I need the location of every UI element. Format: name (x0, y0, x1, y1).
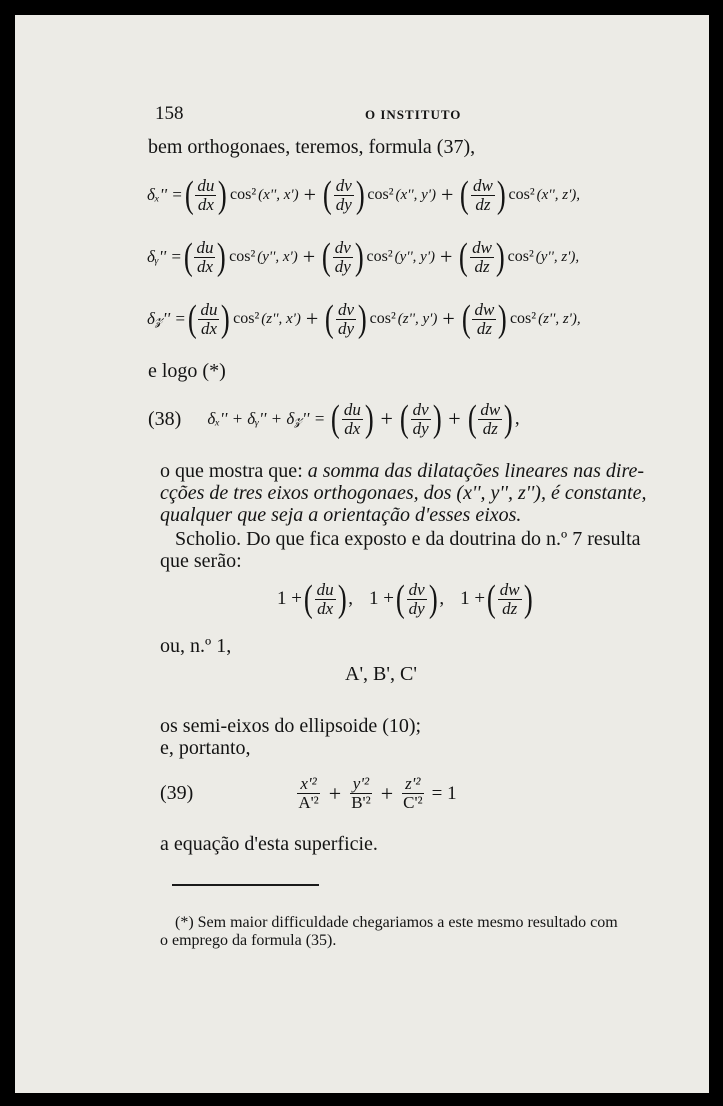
fraction: $\frac{\text{z'²}}{\text{C'²}}$ (403, 774, 423, 812)
running-title: O INSTITUTO (365, 107, 462, 122)
scholio-line: que serão: (160, 550, 242, 572)
equation-row-2: δᵧ'' = ( $\frac{du}{dx}$ ) cos² (y'', x') + ( $\frac{dv}{dy}$ ) cos² (y'', y') + ( $\frac{dw}{dz}$ ) cos² (y'', z'), (147, 236, 580, 278)
equation-number: (39) (160, 782, 194, 804)
fraction: $\frac{du}{dx}$ (197, 175, 215, 214)
equation-row-1: δₓ'' = ( $\frac{du}{dx}$ ) cos² (x'', x') + ( $\frac{dv}{dy}$ ) cos² (x'', y') + ( $\frac{dw}{dz}$ ) cos² (x'', z'), (147, 174, 581, 216)
equation-number: (38) (148, 407, 182, 430)
fraction: $\frac{dv}{dy}$ (337, 299, 354, 338)
scholio-line: Scholio. Do que fica exposto e da doutrina do n.º 7 resulta (175, 528, 641, 550)
semi-axes-line: os semi-eixos do ellipsoide (10); (160, 715, 422, 737)
fraction: $\frac{dw}{dz}$ (472, 237, 492, 276)
fraction: $\frac{du}{dx}$ (200, 299, 218, 338)
eq-lhs: δₓ'' = (147, 185, 183, 204)
fraction: $\frac{\text{y'²}}{\text{B'²}}$ (351, 774, 371, 812)
fraction: $\frac{dw}{dz}$ (480, 399, 501, 438)
equation-39: (39) x'² A'² + $\frac{\text{y'²}}{\text{B'²}}$ + $\frac{\text{z'²}}{\text{C'²}}$ = 1 (160, 774, 457, 812)
eq-lhs: δᵧ'' = (147, 247, 182, 266)
e-logo: e logo (*) (148, 360, 226, 382)
fraction: x'² A'² (298, 774, 319, 812)
paragraph-line: cções de tres eixos orthogonaes, dos (x'', y'', z''), é constante, (160, 482, 647, 504)
fraction: $\frac{dv}{dy}$ (408, 579, 425, 618)
ou-line: ou, n.º 1, (160, 635, 232, 657)
footnote-line: o emprego da formula (35). (160, 932, 337, 949)
abc-line: A', B', C' (345, 663, 417, 685)
footnote-rule (172, 884, 319, 886)
page (15, 15, 709, 1093)
fraction: $\frac{dw}{dz}$ (499, 579, 520, 618)
fraction: $\frac{dv}{dy}$ (335, 175, 352, 214)
eq-lhs: δ𝓏'' = (147, 309, 186, 328)
fraction: $\frac{du}{dx}$ (343, 399, 361, 438)
page-header (155, 103, 645, 127)
semi-axes-expression: 1 + ( $\frac{du}{dx}$ ) , 1 + ( $\frac{dv}{dy}$ ) , 1 + ( $\frac{dw}{dz}$ ) (277, 578, 533, 620)
portanto-line: e, portanto, (160, 737, 251, 759)
footnote-line: (*) Sem maior difficuldade chegariamos a este mesmo resultado com (175, 914, 618, 931)
fraction: $\frac{dv}{dy}$ (412, 399, 429, 438)
paragraph-line: o que mostra que: a somma das dilatações lineares nas dire- (160, 460, 645, 482)
paragraph-line: qualquer que seja a orientação d'esses eixos. (160, 504, 522, 526)
equation-38: (38) δₓ'' + δᵧ'' + δ𝓏'' = ( $\frac{du}{dx}$ ) + ( $\frac{dv}{dy}$ ) + ( $\frac{dw}{dz}$ ) , (148, 398, 520, 440)
fraction: $\frac{dw}{dz}$ (473, 175, 493, 214)
intro-line: bem orthogonaes, teremos, formula (37), (148, 136, 476, 158)
fraction: $\frac{du}{dx}$ (196, 237, 214, 276)
equation-row-3: δ𝓏'' = ( $\frac{du}{dx}$ ) cos² (z'', x') + ( $\frac{dv}{dy}$ ) cos² (z'', y') + ( $\frac{dw}{dz}$ ) cos² (z'', z'), (147, 298, 581, 340)
fraction: $\frac{du}{dx}$ (316, 579, 334, 618)
final-line: a equação d'esta superficie. (160, 833, 378, 855)
fraction: $\frac{dv}{dy}$ (334, 237, 351, 276)
page-number: 158 (155, 103, 184, 124)
fraction: $\frac{dw}{dz}$ (474, 299, 495, 338)
